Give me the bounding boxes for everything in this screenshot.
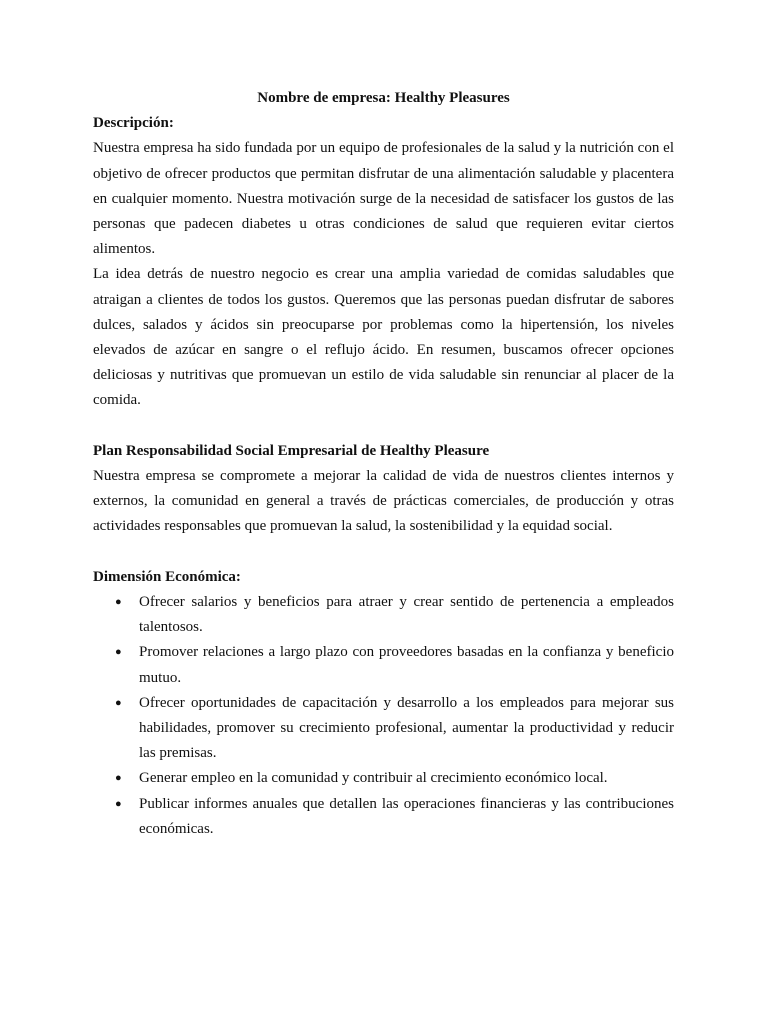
- list-item: [93, 640, 674, 690]
- list-item: [93, 590, 674, 640]
- list-item-text: Publicar informes anuales que detallen las operaciones financieras y las contribuciones económicas.: [139, 795, 674, 837]
- bullet-icon: ●: [115, 596, 122, 609]
- description-heading: Descripción:: [93, 115, 174, 132]
- plan-paragraph: Nuestra empresa se compromete a mejorar la calidad de vida de nuestros clientes internos y externos, la comunidad en general a través de prácticas comerciales, de producción y otras actividades responsables que promuevan la salud, la sostenibilidad y la equidad social.: [93, 468, 674, 535]
- bullet-icon: ●: [115, 797, 122, 810]
- description-paragraph-2: La idea detrás de nuestro negocio es crear una amplia variedad de comidas saludables que atraigan a clientes de todos los gustos. Queremos que las personas puedan disfrutar de sabores dulces, salados y ácidos sin preocuparse por problemas como la hipertensión, los niveles elevados de azúcar en sangre o el reflujo ácido. En resumen, buscamos ofrecer opciones deliciosas y nutritivas que promuevan un estilo de vida saludable sin renunciar al placer de la comida.: [93, 266, 674, 409]
- plan-heading: Plan Responsabilidad Social Empresarial de Healthy Pleasure: [93, 442, 490, 459]
- bullet-icon: ●: [115, 646, 122, 659]
- section-spacer: [93, 540, 674, 565]
- list-item-text: Generar empleo en la comunidad y contribuir al crecimiento económico local.: [139, 770, 608, 787]
- description-paragraph-1: Nuestra empresa ha sido fundada por un equipo de profesionales de la salud y la nutrición con el objetivo de ofrecer productos que permitan disfrutar de una alimentación saludable y placentera en cualquier momento. Nuestra motivación surge de la necesidad de satisfacer los gustos de las personas que padecen diabetes u otras condiciones de salud que requieren evitar ciertos alimentos.: [93, 140, 674, 258]
- section-spacer: [93, 414, 674, 439]
- document-title: Nombre de empresa: Healthy Pleasures: [257, 90, 510, 106]
- list-item: [93, 766, 674, 791]
- list-item: [93, 792, 674, 842]
- economic-heading: Dimensión Económica:: [93, 568, 241, 585]
- economic-list: [93, 590, 674, 842]
- bullet-icon: ●: [115, 772, 122, 785]
- list-item-text: Ofrecer oportunidades de capacitación y desarrollo a los empleados para mejorar sus habilidades, promover su crecimiento profesional, aumentar la productividad y reducir las premisas.: [139, 694, 674, 762]
- bullet-icon: ●: [115, 696, 122, 709]
- list-item-text: Ofrecer salarios y beneficios para atraer y crear sentido de pertenencia a empleados talentosos.: [139, 594, 674, 636]
- list-item: [93, 691, 674, 767]
- list-item-text: Promover relaciones a largo plazo con proveedores basadas en la confianza y beneficio mutuo.: [139, 644, 674, 686]
